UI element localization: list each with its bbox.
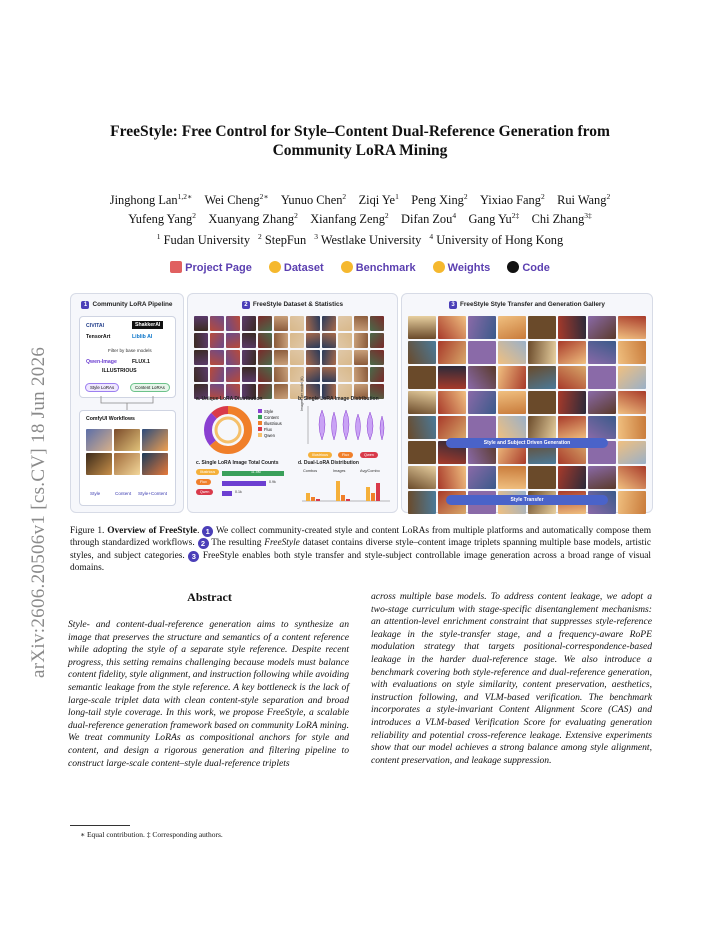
dataset-thumb [322,367,336,382]
dataset-thumb [258,350,272,365]
output-label-style: Style [90,491,101,496]
author-name: Wei Cheng$^{2∗}$ [204,192,269,208]
gallery-thumb [408,316,436,339]
thumb [142,453,168,475]
dataset-link[interactable]: Dataset [269,262,324,274]
dataset-thumb [354,350,368,365]
dataset-thumb [306,316,320,331]
flux-logo: FLUX.1 [132,359,150,365]
author-name: Peng Xing$^2$ [411,192,468,208]
gallery-thumb [468,466,496,489]
author-list [60,189,660,227]
home-icon [170,261,182,273]
gallery-thumb [468,391,496,414]
gallery-thumb [618,366,646,389]
dataset-thumb [338,316,352,331]
author-name: Rui Wang$^2$ [557,192,611,208]
project-page-link[interactable]: Project Page [170,262,252,274]
gallery-thumb [618,416,646,439]
output-label-content: Content [115,491,132,496]
dataset-thumb [258,333,272,348]
dual-lora-bars [300,475,392,503]
dataset-thumb [194,316,208,331]
dataset-thumb [370,350,384,365]
violin-chart [300,404,392,450]
affiliation: $^1$ Fudan University [156,232,251,248]
workflow-thumbnails [86,429,168,475]
gallery-thumb [528,366,556,389]
gallery-thumb [528,416,556,439]
dataset-thumb [242,350,256,365]
gallery-thumb [588,366,616,389]
paper-title [60,122,660,160]
abstract-left-column: Style- and content-dual-reference generation aims to synthesize an image that preserves the structure and semantics of a content reference while adopting the style of a separate style reference. Despite recent progress, this setting remains challenging because models must balance content fidelity, style alignment, and instruction following while avoiding semantic leakage from the style reference. A key bottleneck is the lack of large-scale triplet data with clean content-style separation and broad long-tail style coverage. In this work, we propose FreeStyle, a scalable dual-reference generation framework based on community LoRA mining. We treat community LoRAs as compositional anchors for style and content, and design a rigorous generation and filtering pipeline to construct large-scale content–style dual-reference triplets [68,619,349,769]
dataset-thumb [338,350,352,365]
gallery-thumb [618,341,646,364]
panel-dataset-stats: 2 FreeStyle Dataset & Statistics a. Unique LoRA Distribution Style Content Illustrious Flux Qwen b. Single LoRA Image Distribution Images per model (K) Illustrious Flux Qwen c. Single LoRA Image Total Counts Illustrious 11.5M Flux 0.9k Qwen 0.1k d. Dual-LoRA Distribution Combos Images Avg/Combo [187,293,398,513]
pipeline-arrows [91,396,163,410]
dataset-thumb [290,350,304,365]
chart-b-ylabel: Images per model (K) [300,376,304,411]
panel-lora-pipeline: 1 Community LoRA Pipeline CIVITAI ShakkerAI TensorArt Liblib AI Filter by base models Qwen-Image FLUX.1 ILLUSTRIOUS Style LoRAs Content LoRAs ComfyUI Workflows Style Content Style+Content [70,293,184,513]
gallery-thumb [618,316,646,339]
gallery-thumb [438,391,466,414]
arxiv-stamp: arXiv:2606.20506v1 [cs.CV] 18 Jun 2026 [28,346,49,678]
huggingface-icon [433,261,445,273]
author-name: Xuanyang Zhang$^2$ [208,211,298,227]
chart-c-bars: Illustrious 11.5M Flux 0.9k Qwen 0.1k [196,469,288,499]
author-name: Yixiao Fang$^2$ [480,192,545,208]
dataset-thumb [242,316,256,331]
author-name: Ziqi Ye$^1$ [358,192,399,208]
gallery-thumb [618,491,646,514]
chart-b-title: b. Single LoRA Image Distribution [298,396,379,402]
affiliations [60,232,660,248]
gallery-thumb [438,466,466,489]
dataset-thumb [338,367,352,382]
gallery-thumb [498,416,526,439]
dataset-thumb [210,333,224,348]
dataset-thumb [258,316,272,331]
benchmark-link[interactable]: Benchmark [341,262,416,274]
gallery-thumb [438,341,466,364]
gallery-thumb [618,466,646,489]
gallery-thumb [408,466,436,489]
gallery-thumb [588,466,616,489]
code-link[interactable]: Code [507,262,550,274]
gallery-thumb [588,316,616,339]
dataset-thumb [306,350,320,365]
figure-overview [70,293,651,513]
title-line-2: Community LoRA Mining [272,142,448,159]
civitai-logo: CIVITAI [86,323,105,329]
chart-b-label-qwen: Qwen [360,452,378,458]
gallery-thumb [408,366,436,389]
gallery-thumb [588,391,616,414]
gallery-thumb [498,316,526,339]
author-name: Yunuo Chen$^2$ [280,192,347,208]
gallery-thumb [558,416,586,439]
dataset-thumb [274,316,288,331]
chart-a-legend: Style Content Illustrious Flux Qwen [258,409,282,439]
gallery-grid [408,316,646,514]
gallery-thumb [558,366,586,389]
shakker-logo: ShakkerAI [132,321,163,329]
gallery-thumb [408,416,436,439]
dataset-thumb [290,333,304,348]
dataset-thumb [370,316,384,331]
gallery-thumb [468,416,496,439]
dataset-thumb [274,384,288,399]
dataset-thumb [306,333,320,348]
figure-caption: Figure 1. Overview of FreeStyle. 1 We collect community-created style and content LoRAs from multiple platforms and automatically compose them through standardized workflows. 2 The resulting FreeStyle dataset contains diverse style–content image triplets spanning multiple base models, artistic styles, and subject categories. 3 FreeStyle enables both style transfer and style-subject controllable image generation across a broad range of visual domains. [70,526,652,573]
gallery-thumb [528,391,556,414]
thumb [114,429,140,451]
thumb [86,453,112,475]
dataset-thumb [354,333,368,348]
dataset-thumb [242,333,256,348]
dataset-thumb [226,350,240,365]
abstract-heading: Abstract [187,590,232,604]
dataset-thumb [258,367,272,382]
author-name: Yufeng Yang$^2$ [128,211,197,227]
resource-links [60,261,660,274]
thumb [142,429,168,451]
gallery-thumb [558,391,586,414]
dataset-thumb [274,333,288,348]
dataset-thumb [338,333,352,348]
gallery-thumb [588,416,616,439]
gallery-thumb [498,366,526,389]
panel-gallery: 3 FreeStyle Style Transfer and Generation Gallery Style and Subject Driven Generation Style Transfer [401,293,653,513]
dataset-thumb [290,316,304,331]
chart-b-label-illustrious: Illustrious [308,452,332,458]
style-lora-pill: Style LoRAs [85,383,119,392]
gallery-thumb [528,466,556,489]
dataset-thumb [226,316,240,331]
panel3-title: FreeStyle Style Transfer and Generation Gallery [460,301,605,308]
gallery-thumb [558,341,586,364]
github-icon [507,261,519,273]
chart-b-label-flux: Flux [338,452,353,458]
dataset-thumb [306,367,320,382]
author-name: Xianfang Zeng$^2$ [310,211,389,227]
dataset-thumb [274,350,288,365]
huggingface-icon [269,261,281,273]
weights-link[interactable]: Weights [433,262,491,274]
dataset-thumb [210,316,224,331]
dataset-thumb [274,367,288,382]
gallery-thumb [528,341,556,364]
footnote-rule [70,825,130,826]
panel1-title: Community LoRA Pipeline [92,301,173,308]
author-name: Gang $Yu^{2\ddagger}$ [468,211,520,227]
dataset-thumb [194,333,208,348]
dataset-thumb [322,316,336,331]
abstract-right-column: across multiple base models. To address content leakage, we adopt a two-stage curriculum with stage-specific disentanglement mechanisms: an attention-level enrichment constraint that suppresses style-reference leakage in the style-transfer stage, and a frequency-aware RoPE modulation strategy that targets positional-correspondence-based leakage in the harder dual-reference stage. We also introduce a benchmark covering both style-reference and dual-reference generation, with evaluations on style similarity, content preservation, aesthetics, instruction following, and VLM-based verification. The benchmark incorporates a style-invariant Content Alignment Score (CAS) and introduces a VLM-based Verification Score for evaluating generation reliability and potential cross-reference leakage. Extensive experiments show that our model achieves a strong balance among style alignment, content preservation, and leakage suppression. [371,591,652,766]
gallery-thumb [468,316,496,339]
dataset-thumb [210,350,224,365]
gallery-thumb [528,316,556,339]
gallery-thumb [468,366,496,389]
chart-d-group-images: Images [333,469,346,473]
dataset-thumb [194,367,208,382]
chart-d-group-avg: Avg/Combo [360,469,380,473]
dataset-thumb [322,350,336,365]
thumb [86,429,112,451]
dataset-thumb [322,333,336,348]
output-label-style-content: Style+Content [138,491,167,496]
dataset-thumb [354,316,368,331]
gallery-thumb [408,491,436,514]
gallery-thumb [408,341,436,364]
affiliation: $^3$ Westlake University [314,232,422,248]
gallery-thumb [618,391,646,414]
workflow-box [79,410,176,506]
title-line-1: FreeStyle: Free Control for Style–Content Dual-Reference Generation from [110,123,610,140]
donut-chart [202,404,254,456]
chart-a-title: a. Unique LoRA Distribution [196,396,263,402]
gallery-thumb [498,341,526,364]
gallery-label-style-transfer: Style Transfer [446,495,608,505]
thumb [114,453,140,475]
dataset-thumb [226,367,240,382]
dataset-thumb [354,367,368,382]
gallery-thumb [498,391,526,414]
chart-c-title: c. Single LoRA Image Total Counts [196,460,279,466]
chart-d-title: d. Dual-LoRA Distribution [298,460,359,466]
gallery-thumb [498,466,526,489]
author-name: Jinghong Lan$^{1,2∗}$ [109,192,193,208]
dataset-mosaic [194,316,384,399]
author-name: Difan Zou$^4$ [401,211,457,227]
tensorart-logo: TensorArt [86,334,111,340]
huggingface-icon [341,261,353,273]
gallery-thumb [438,416,466,439]
footnote: ∗ Equal contribution. ‡ Corresponding authors. [80,830,223,839]
dataset-thumb [370,367,384,382]
dataset-thumb [194,350,208,365]
dataset-thumb [242,367,256,382]
dataset-thumb [210,367,224,382]
gallery-thumb [558,466,586,489]
platforms-box [79,316,176,398]
gallery-thumb [408,441,436,464]
gallery-label-style-subject: Style and Subject Driven Generation [446,438,608,448]
gallery-thumb [588,341,616,364]
gallery-thumb [438,316,466,339]
gallery-thumb [468,341,496,364]
workflow-label: ComfyUI Workflows [86,416,135,422]
liblib-logo: Liblib AI [132,334,153,340]
affiliation: $^4$ University of Hong Kong [429,232,564,248]
gallery-thumb [618,441,646,464]
qwen-logo: Qwen-Image [86,359,117,365]
affiliation: $^2$ StepFun [258,232,307,248]
dataset-thumb [226,333,240,348]
gallery-thumb [408,391,436,414]
gallery-thumb [558,316,586,339]
chart-d-group-combos: Combos [303,469,318,473]
author-name: Chi Zhang$^{3\ddagger}$ [531,211,592,227]
illustrious-logo: ILLUSTRIOUS [102,368,137,374]
filter-label: Filter by base models [108,348,152,353]
content-lora-pill: Content LoRAs [130,383,170,392]
panel2-title: FreeStyle Dataset & Statistics [252,301,344,308]
gallery-thumb [438,366,466,389]
dataset-thumb [370,333,384,348]
